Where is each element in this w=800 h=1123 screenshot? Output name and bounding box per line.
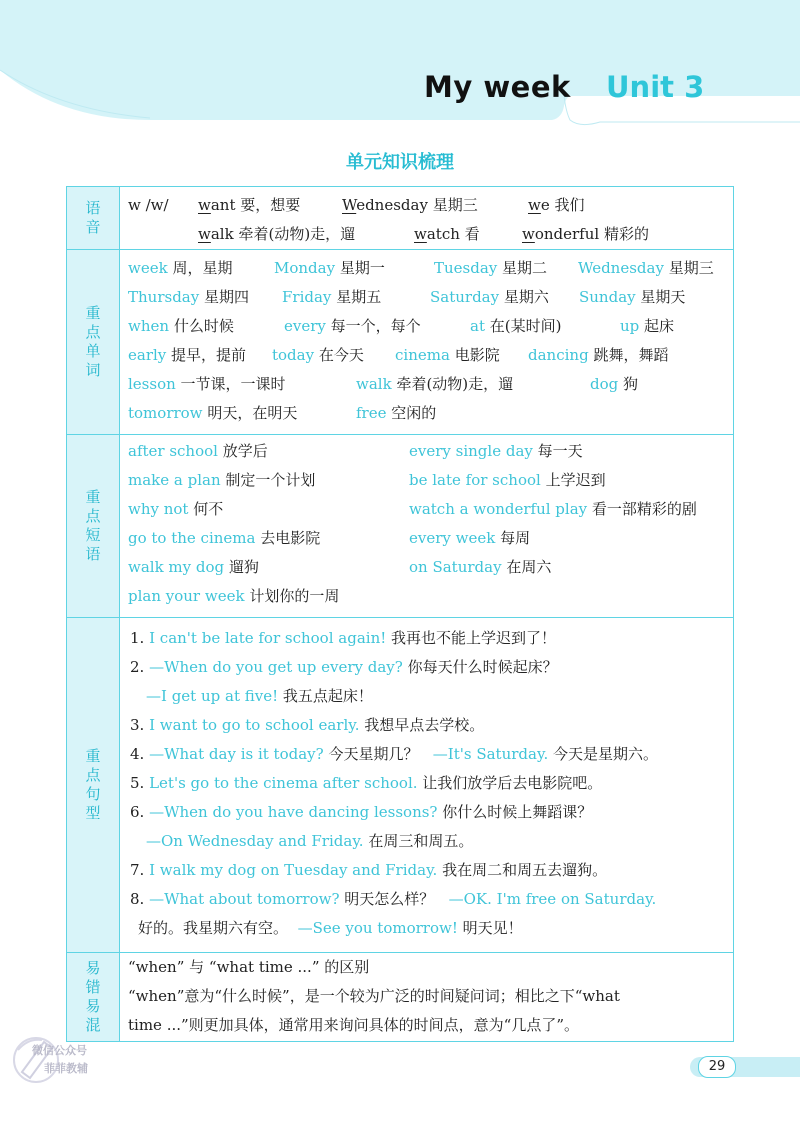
- word-entry: Wednesday 星期三: [578, 259, 714, 277]
- word-entry: Friday 星期五: [282, 288, 382, 306]
- phonics-cell: [120, 187, 734, 250]
- phrase-entry: every week 每周: [409, 529, 531, 547]
- watermark-line2: 菲菲教辅: [44, 1062, 88, 1075]
- phrase-entry: make a plan 制定一个计划: [128, 471, 316, 489]
- mistakes-cell: [120, 953, 734, 1042]
- phonics-word: walk 牵着(动物)走，遛: [198, 225, 356, 243]
- word-entry: dancing 跳舞，舞蹈: [528, 346, 669, 364]
- category-phrases: [67, 435, 120, 618]
- knowledge-table: [66, 186, 734, 1042]
- category-label: 语音: [85, 199, 101, 236]
- word-entry: Sunday 星期天: [579, 288, 686, 306]
- phonics-word: want 要，想要: [198, 196, 301, 214]
- sentence-line: —I get up at five! 我五点起床！: [146, 687, 373, 705]
- sentence-line: 2. —When do you get up every day? 你每天什么时候起床？: [130, 658, 558, 676]
- phrase-entry: plan your week 计划你的一周: [128, 587, 340, 605]
- category-sentences: [67, 618, 120, 953]
- watermark: [8, 1020, 118, 1100]
- sentence-line: 好的。我星期六有空。 —See you tomorrow! 明天见！: [138, 919, 523, 937]
- word-entry: when 什么时候: [128, 317, 234, 335]
- unit-number: Unit 3: [606, 70, 705, 104]
- words-row: [67, 250, 734, 435]
- mistakes-text: “when”意为“什么时候”，是一个较为广泛的时间疑问词；相比之下“what: [128, 987, 620, 1005]
- sentence-line: 1. I can't be late for school again! 我再也不能上学迟到了！: [130, 629, 557, 647]
- word-entry: dog 狗: [590, 375, 639, 393]
- word-entry: week 周，星期: [128, 259, 233, 277]
- phrase-entry: why not 何不: [128, 500, 224, 518]
- word-entry: Thursday 星期四: [128, 288, 250, 306]
- phonics-word: wonderful 精彩的: [522, 225, 649, 243]
- phrases-cell: [120, 435, 734, 618]
- sentence-line: 4. —What day is it today? 今天星期几？ —It's Saturday. 今天是星期六。: [130, 745, 659, 763]
- header-banner: [0, 0, 800, 130]
- mistakes-row: [67, 953, 734, 1042]
- unit-title: My week: [424, 70, 571, 104]
- word-entry: Monday 星期一: [274, 259, 385, 277]
- page-number: 29: [698, 1056, 736, 1078]
- phonics-word: we 我们: [528, 196, 585, 214]
- phonics-word: Wednesday 星期三: [342, 196, 478, 214]
- phrase-entry: be late for school 上学迟到: [409, 471, 606, 489]
- sentence-line: 8. —What about tomorrow? 明天怎么样？ —OK. I'm free on Saturday.: [130, 890, 657, 908]
- word-entry: lesson 一节课，一课时: [128, 375, 286, 393]
- word-entry: walk 牵着(动物)走，遛: [356, 375, 514, 393]
- sentences-cell: [120, 618, 734, 953]
- phrase-entry: walk my dog 遛狗: [128, 558, 259, 576]
- category-label: 重点单词: [85, 304, 101, 379]
- phonics-row: [67, 187, 734, 250]
- phrase-entry: after school 放学后: [128, 442, 268, 460]
- phrase-entry: go to the cinema 去电影院: [128, 529, 321, 547]
- mistakes-text: time ...”则更加具体，通常用来询问具体的时间点，意为“几点了”。: [128, 1016, 580, 1034]
- word-entry: cinema 电影院: [395, 346, 500, 364]
- category-words: [67, 250, 120, 435]
- phrase-entry: watch a wonderful play 看一部精彩的剧: [409, 500, 697, 518]
- category-phonics: [67, 187, 120, 250]
- phonics-word: watch 看: [414, 225, 480, 243]
- words-cell: [120, 250, 734, 435]
- phrases-row: [67, 435, 734, 618]
- category-label: 重点句型: [85, 747, 101, 822]
- mistakes-heading: “when” 与 “what time ...” 的区别: [128, 958, 370, 976]
- watermark-line1: 微信公众号: [32, 1044, 87, 1057]
- word-entry: free 空闲的: [356, 404, 437, 422]
- word-entry: at 在(某时间): [470, 317, 562, 335]
- category-label: 易错易混: [85, 959, 101, 1034]
- word-entry: early 提早，提前: [128, 346, 247, 364]
- word-entry: Tuesday 星期二: [434, 259, 548, 277]
- word-entry: every 每一个，每个: [284, 317, 421, 335]
- sentence-line: 7. I walk my dog on Tuesday and Friday. 我在周二和周五去遛狗。: [130, 861, 608, 879]
- section-title: 单元知识梳理: [346, 152, 454, 173]
- word-entry: up 起床: [620, 317, 675, 335]
- sentence-line: —On Wednesday and Friday. 在周三和周五。: [146, 832, 474, 850]
- phonics-sound: w /w/: [128, 196, 169, 214]
- word-entry: today 在今天: [272, 346, 364, 364]
- sentence-line: 6. —When do you have dancing lessons? 你什么时候上舞蹈课？: [130, 803, 593, 821]
- sentence-line: 5. Let's go to the cinema after school. 让我们放学后去电影院吧。: [130, 774, 603, 792]
- word-entry: tomorrow 明天，在明天: [128, 404, 298, 422]
- phrase-entry: on Saturday 在周六: [409, 558, 552, 576]
- phrase-entry: every single day 每一天: [409, 442, 583, 460]
- sentences-row: [67, 618, 734, 953]
- sentence-line: 3. I want to go to school early. 我想早点去学校。: [130, 716, 485, 734]
- word-entry: Saturday 星期六: [430, 288, 549, 306]
- category-label: 重点短语: [85, 488, 101, 563]
